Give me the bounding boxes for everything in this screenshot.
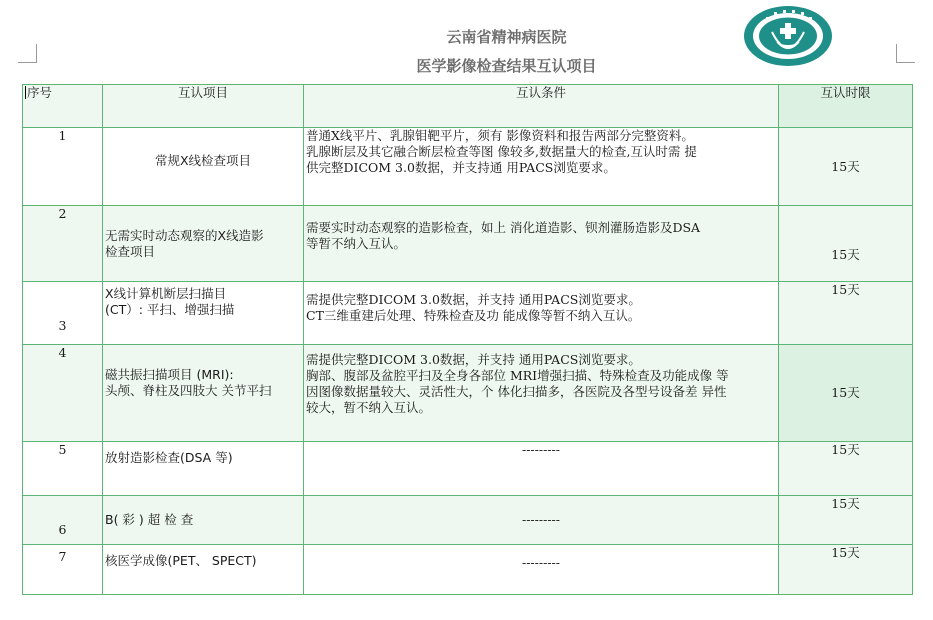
row-number: 6 [23,496,103,545]
table-row [23,206,913,282]
row-number: 4 [23,345,103,442]
row-item: 磁共振扫描项目 (MRI): 头颅、脊柱及四肢大 关节平扫 [103,345,304,442]
document-subtitle: 医学影像检查结果互认项目 [416,57,597,75]
column-header-no: 序号 [23,85,103,128]
column-header-item: 互认项目 [103,85,304,128]
crop-mark-top-left [18,44,37,63]
row-item: 核医学成像(PET、 SPECT) [103,545,304,595]
text-cursor [25,86,26,99]
row-condition: 需要实时动态观察的造影检查，如上 消化道造影、钡剂灌肠造影及DSA 等暂不纳入互认。 [304,206,779,282]
row-item: 放射造影检查(DSA 等) [103,442,304,496]
row-condition: 需提供完整DICOM 3.0数据，并支持 通用PACS浏览要求。 胸部、腹部及盆腔平扫及全身各部位 MRI增强扫描、特殊检查及功能成像 等 因图像数据量较大、灵活性大，个 体化扫描多，各医院及各型号设备差 异性 较大，暂不纳入互认。 [304,345,779,442]
row-condition: --------- [304,545,779,595]
row-limit: 15天 [779,345,913,442]
table-row [23,442,913,496]
row-item: B( 彩 ) 超 检 查 [103,496,304,545]
row-limit: 15天 [779,442,913,496]
mutual-recognition-table [22,84,913,595]
table-row [23,282,913,345]
row-item: 无需实时动态观察的X线造影 检查项目 [103,206,304,282]
row-number: 3 [23,282,103,345]
row-limit: 15天 [779,282,913,345]
column-header-condition: 互认条件 [304,85,779,128]
row-limit: 15天 [779,128,913,206]
row-condition: 普通X线平片、乳腺钼靶平片，须有 影像资料和报告两部分完整资料。 乳腺断层及其它融合断层检查等图 像较多,数据量大的检查,互认时需 提 供完整DICOM 3.0数据，并支持通 用PACS浏览要求。 [304,128,779,206]
table-row [23,345,913,442]
table-row [23,496,913,545]
row-condition: 需提供完整DICOM 3.0数据，并支持 通用PACS浏览要求。 CT三维重建后处理、特殊检查及功 能成像等暂不纳入互认。 [304,282,779,345]
row-number: 5 [23,442,103,496]
row-condition: --------- [304,442,779,496]
row-limit: 15天 [779,496,913,545]
row-number: 7 [23,545,103,595]
table-row [23,545,913,595]
hospital-emblem-icon [742,4,834,68]
row-limit: 15天 [779,206,913,282]
hospital-title: 云南省精神病医院 [446,28,567,46]
row-item: X线计算机断层扫描目 (CT）: 平扫、增强扫描 [103,282,304,345]
table-row [23,128,913,206]
row-item: 常规X线检查项目 [103,128,304,206]
column-header-limit: 互认时限 [779,85,913,128]
row-limit: 15天 [779,545,913,595]
row-number: 1 [23,128,103,206]
row-condition: --------- [304,496,779,545]
table-header-row [23,85,913,128]
row-number: 2 [23,206,103,282]
